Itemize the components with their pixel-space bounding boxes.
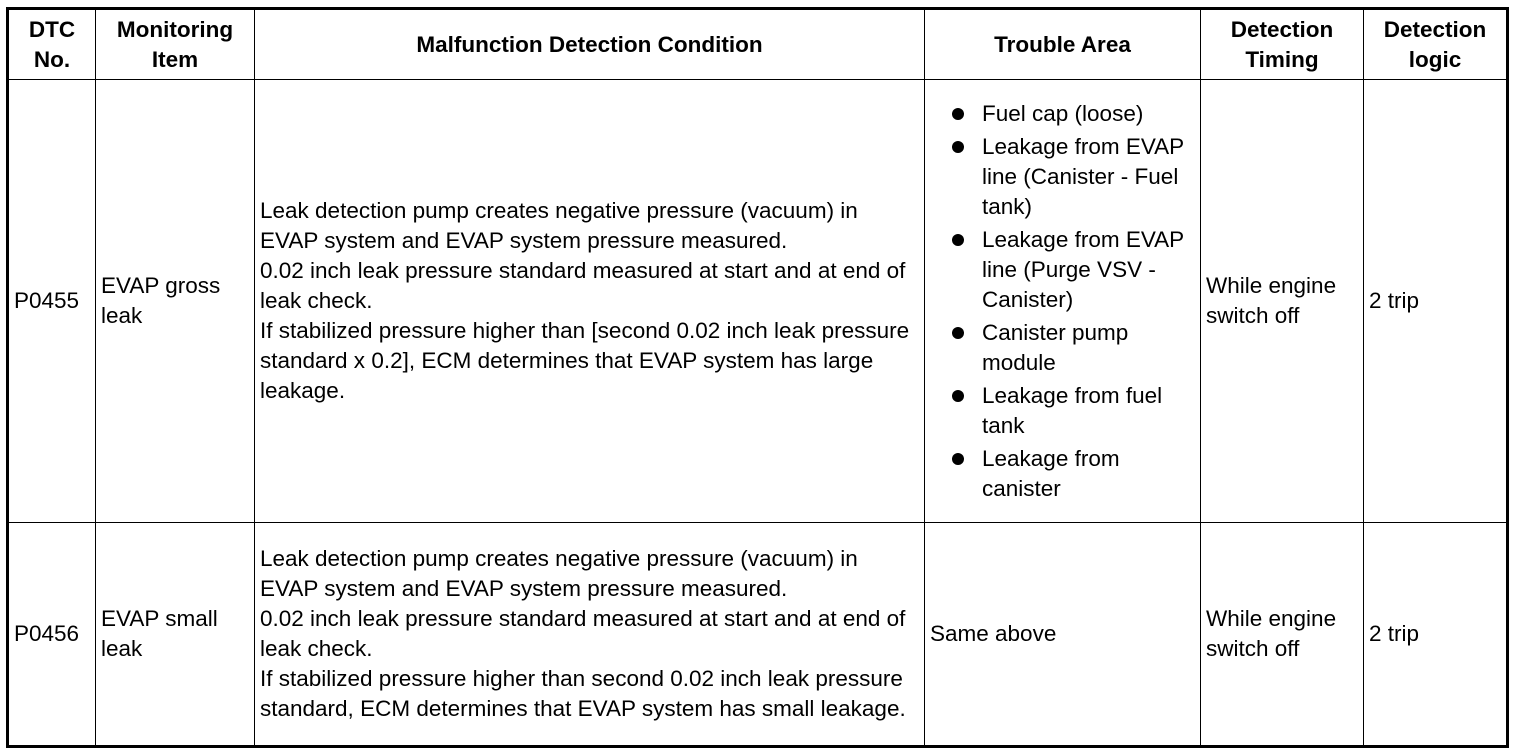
monitoring-item: EVAP small leak [96, 523, 255, 747]
dtc-code: P0456 [8, 523, 96, 747]
trouble-area-item: Leakage from EVAP line (Canister - Fuel tank) [952, 132, 1195, 222]
header-detection-timing: Detection Timing [1201, 9, 1364, 80]
trouble-area-cell: Same above [925, 523, 1201, 747]
trouble-area-item: Fuel cap (loose) [952, 99, 1195, 129]
monitoring-item: EVAP gross leak [96, 80, 255, 523]
detection-timing: While engine switch off [1201, 523, 1364, 747]
bullet-icon [952, 453, 964, 465]
trouble-area-item: Leakage from EVAP line (Purge VSV - Canister) [952, 225, 1195, 315]
table-row [8, 523, 1508, 747]
header-detection-logic: Detection logic [1364, 9, 1508, 80]
trouble-area-cell [925, 80, 1201, 523]
condition-text: Leak detection pump creates negative pressure (vacuum) in EVAP system and EVAP system pressure measured. [260, 546, 858, 601]
bullet-icon [952, 141, 964, 153]
bullet-icon [952, 234, 964, 246]
header-condition: Malfunction Detection Condition [255, 9, 925, 80]
detection-timing: While engine switch off [1201, 80, 1364, 523]
trouble-area-list [930, 99, 1195, 504]
table-row [8, 80, 1508, 523]
bullet-icon [952, 108, 964, 120]
header-row [8, 9, 1508, 80]
condition-text: If stabilized pressure higher than [second 0.02 inch leak pressure standard x 0.2], ECM determines that EVAP system has large leakage. [260, 318, 910, 403]
detection-logic: 2 trip [1364, 80, 1508, 523]
bullet-icon [952, 390, 964, 402]
trouble-area-item: Leakage from canister [952, 444, 1195, 504]
trouble-area-item: Leakage from fuel tank [952, 381, 1195, 441]
condition-cell [255, 80, 925, 523]
condition-text: 0.02 inch leak pressure standard measured at start and at end of leak check. [260, 606, 906, 661]
dtc-table [6, 7, 1509, 748]
condition-text: 0.02 inch leak pressure standard measured at start and at end of leak check. [260, 258, 906, 313]
bullet-icon [952, 327, 964, 339]
condition-cell [255, 523, 925, 747]
header-dtc-no: DTC No. [8, 9, 96, 80]
dtc-code: P0455 [8, 80, 96, 523]
header-monitoring-item: Monitoring Item [96, 9, 255, 80]
trouble-area-item: Canister pump module [952, 318, 1195, 378]
header-trouble-area: Trouble Area [925, 9, 1201, 80]
condition-text: If stabilized pressure higher than second 0.02 inch leak pressure standard, ECM determines that EVAP system has small leakage. [260, 666, 906, 721]
condition-text: Leak detection pump creates negative pressure (vacuum) in EVAP system and EVAP system pressure measured. [260, 198, 858, 253]
detection-logic: 2 trip [1364, 523, 1508, 747]
